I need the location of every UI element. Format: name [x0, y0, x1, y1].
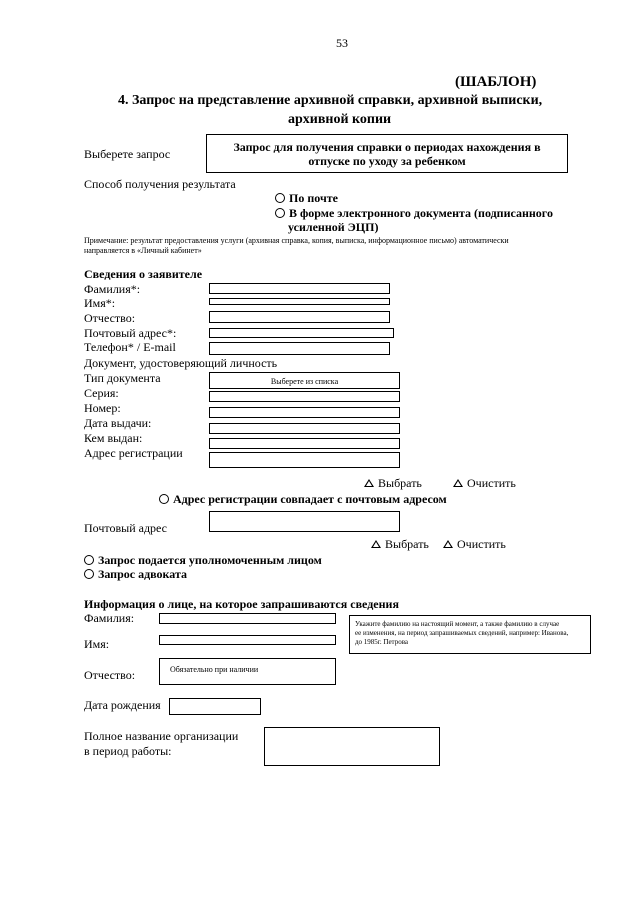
- request-value-line1: Запрос для получения справки о периодах нахождения в: [233, 140, 541, 154]
- org-label-line1: Полное название организации: [84, 729, 239, 743]
- delivery-option-mail[interactable]: По почте: [275, 191, 338, 205]
- patronymic-hint: Обязательно при наличии: [170, 665, 259, 674]
- request-label: Выберете запрос: [84, 147, 171, 161]
- same-address-checkbox[interactable]: Адрес регистрации совпадает с почтовым адресом: [159, 492, 447, 506]
- surname-hint-box: [349, 615, 591, 654]
- select-button[interactable]: Выбрать: [364, 476, 422, 490]
- doc-type-select[interactable]: [209, 372, 400, 389]
- patronymic-label: Отчество:: [84, 311, 136, 325]
- delivery-label: Способ получения результата: [84, 177, 236, 191]
- delivery-option-electronic-line2: усиленной ЭЦП): [288, 220, 379, 234]
- subject-patronymic-field[interactable]: [159, 658, 336, 685]
- issued-by-label: Кем выдан:: [84, 431, 143, 445]
- doc-type-label: Тип документа: [84, 371, 161, 385]
- name-label: Имя*:: [84, 296, 116, 310]
- template-label: (ШАБЛОН): [455, 74, 537, 90]
- reg-address-label: Адрес регистрации: [84, 446, 183, 460]
- subject-surname-field[interactable]: [159, 613, 336, 624]
- radio-icon: [84, 569, 94, 579]
- triangle-icon: [453, 479, 463, 487]
- subject-name-label: Имя:: [84, 637, 110, 651]
- name-field[interactable]: [209, 298, 390, 305]
- postal-address2-field[interactable]: [209, 511, 400, 532]
- issued-by-field[interactable]: [209, 438, 400, 449]
- triangle-icon: [371, 540, 381, 548]
- postal-address-label: Почтовый адрес*:: [84, 326, 177, 340]
- clear-button[interactable]: Очистить: [453, 476, 516, 490]
- birth-date-field[interactable]: [169, 698, 261, 715]
- clear-button-2[interactable]: Очистить: [443, 537, 506, 551]
- radio-icon: [275, 193, 285, 203]
- org-label-line2: в период работы:: [84, 744, 172, 758]
- request-select[interactable]: [206, 134, 568, 173]
- postal-address2-label: Почтовый адрес: [84, 521, 168, 535]
- reg-address-field[interactable]: [209, 452, 400, 468]
- surname-field[interactable]: [209, 283, 390, 294]
- request-value-line2: отпуске по уходу за ребенком: [308, 154, 466, 168]
- lawyer-request-radio[interactable]: Запрос адвоката: [84, 567, 187, 581]
- patronymic-field[interactable]: [209, 311, 390, 323]
- series-field[interactable]: [209, 391, 400, 402]
- page-number: 53: [336, 36, 348, 50]
- subject-name-field[interactable]: [159, 635, 336, 645]
- hint-line1: Укажите фамилию на настоящий момент, а также фамилию в случае: [355, 620, 560, 628]
- number-label: Номер:: [84, 401, 121, 415]
- note-line2: направляется в «Личный кабинет»: [84, 246, 202, 255]
- note-line1: Примечание: результат предоставления услуги (архивная справка, копия, выписка, информационное письмо) автоматически: [84, 236, 509, 245]
- id-document-label: Документ, удостоверяющий личность: [84, 356, 278, 370]
- radio-icon: [275, 208, 285, 218]
- postal-address-field[interactable]: [209, 328, 394, 338]
- hint-line3: до 1985г. Петрова: [355, 638, 409, 646]
- page-title-line2: архивной копии: [288, 112, 392, 127]
- subject-patronymic-label: Отчество:: [84, 668, 136, 682]
- hint-line2: ее изменения, на период запрашиваемых сведений, например: Иванова,: [355, 629, 569, 637]
- page-title: 4. Запрос на представление архивной справки, архивной выписки,: [118, 93, 543, 108]
- doc-type-value: Выберете из списка: [270, 377, 339, 386]
- applicant-section-title: Сведения о заявителе: [84, 267, 203, 281]
- birth-date-label: Дата рождения: [84, 698, 161, 712]
- phone-email-field[interactable]: [209, 342, 390, 355]
- radio-icon: [84, 555, 94, 565]
- surname-label: Фамилия*:: [84, 282, 141, 296]
- number-field[interactable]: [209, 407, 400, 418]
- phone-label: Телефон* / E-mail: [84, 340, 176, 354]
- triangle-icon: [443, 540, 453, 548]
- issue-date-label: Дата выдачи:: [84, 416, 152, 430]
- organization-field[interactable]: [264, 727, 440, 766]
- triangle-icon: [364, 479, 374, 487]
- series-label: Серия:: [84, 386, 119, 400]
- select-button-2[interactable]: Выбрать: [371, 537, 429, 551]
- delivery-option-electronic[interactable]: В форме электронного документа (подписанного: [275, 206, 553, 220]
- authorized-person-radio[interactable]: Запрос подается уполномоченным лицом: [84, 553, 322, 567]
- subject-surname-label: Фамилия:: [84, 611, 135, 625]
- issue-date-field[interactable]: [209, 423, 400, 434]
- subject-section-title: Информация о лице, на которое запрашиваются сведения: [84, 597, 399, 611]
- radio-icon: [159, 494, 169, 504]
